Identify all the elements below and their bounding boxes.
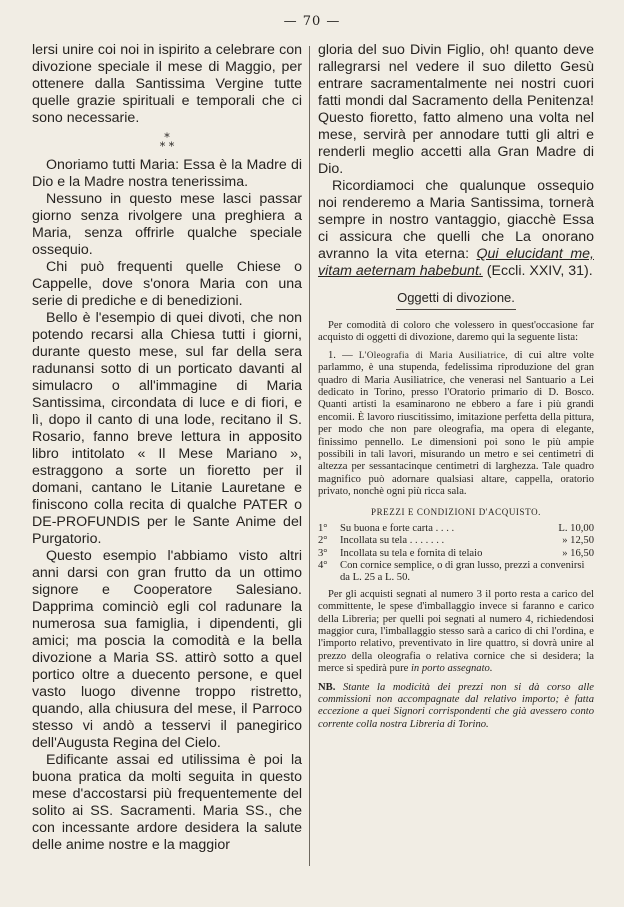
price-row bbox=[318, 523, 594, 535]
purchase-conditions: Per gli acquisti segnati al numero 3 il porto resta a carico del committente, le spese d'imballaggio invece si faranno e carico della Libreria; per quelli poi segnati al numero 4, richiedendosi maggior cura, l'imballaggio stesso sarà a carico di chi l'ordina, e l'importo relativo, preventivato in lire quattro, si dovrà unire al prezzo della oleografia o relativa cornice che si desidera; la merce si spedirà pure in porto assegnato. bbox=[318, 588, 594, 675]
left-paragraph-3: Nessuno in questo mese lasci passar giorno senza rivolgere una preghiera a Maria, senza offrirle qualche speciale ossequio. bbox=[32, 191, 302, 258]
right-paragraph-2-text: Ricordiamoci che qualunque ossequio noi renderemo a Maria Santissima, tornerà sempre in nostro vantaggio, giacchè Essa ci assicura che quelli che La onorano avranno la vita eterna: bbox=[318, 178, 594, 262]
left-paragraph-7: Edificante assai ed utilissima è poi la buona pratica da molti seguita in questo mese d'accostarsi più frequentemente del solito ai SS. Sacramenti. Maria SS., che con incessante ardore desidera la salute delle anime nostre e la maggior bbox=[32, 752, 302, 853]
price-row bbox=[318, 548, 594, 560]
left-paragraph-4: Chi può frequenti quelle Chiese o Cappelle, dove s'onora Maria con una serie di prediche e di benedizioni. bbox=[32, 259, 302, 309]
left-paragraph-5: Bello è l'esempio di quei divoti, che non potendo recarsi alla Chiesa tutti i giorni, durante questo mese, sul far della sera radunansi sotto di un porticato davanti al simulacro o all'immagine di Maria Santissima, circondata di luce e di fiori, e lì, dopo il canto di una lode, recitano il S. Rosario, fanno breve lettura in apposito libro intitolato « Il Mese Mariano », estraggono a sorte un fioretto per il domani, cantano le Litanie Lauretane e finiscono colla recita di qualche PATER o DE-PROFUNDIS per le Sante Anime del Purgatorio. bbox=[32, 310, 302, 547]
right-paragraph-1: gloria del suo Divin Figlio, oh! quanto deve rallegrarsi nel vedere il suo diletto Gesù entrare sacramentalmente nei nostri cuori fatti mondi dal Sacramento della Penitenza! Questo fioretto, fatto almeno una volta nel mese, servirà per annodare tutti gli altri e renderli meglio accetti alla Gran Madre di Dio. bbox=[318, 42, 594, 177]
left-column bbox=[32, 42, 302, 854]
left-paragraph-6: Questo esempio l'abbiamo visto altri anni darsi con gran frutto da un ottimo signore e Cooperatore Salesiano. Dapprima cominciò egli col radunare la numerosa sua famiglia, i dipendenti, gli amici; ma poscia la comodità e la bella divozione a Maria SS. attirò sotto a quel portico oltre a duecento persone, e quel vasto luogo divenne troppo ristretto, quando, alla chiusura del mese, il Parroco stesso vi andò a tesservi il panegirico dell'Augusta Regina del Cielo. bbox=[32, 548, 302, 751]
left-paragraph-2: Onoriamo tutti Maria: Essa è la Madre di Dio e la Madre nostra tenerissima. bbox=[32, 157, 302, 190]
nota-bene bbox=[318, 682, 594, 732]
column-rule bbox=[309, 46, 310, 866]
latin-quote: Qui elucidant me, vitam aeternam habebunt. bbox=[318, 246, 594, 279]
right-column bbox=[318, 42, 594, 731]
price-row-value: » 12,50 bbox=[562, 535, 594, 547]
price-row-number: 3° bbox=[318, 547, 328, 559]
nota-bene-text: Stante la modicità dei prezzi non si dà corso alle commissioni non accompagnate dal relativo importo; è fatta eccezione a quei Signori corrispondenti che già avessero conto corrente colla nostra Libreria di Torino. bbox=[318, 681, 594, 730]
right-paragraph-2 bbox=[318, 178, 594, 280]
price-row-label: Su buona e forte carta . . . . bbox=[340, 522, 455, 534]
price-row-number: 4° bbox=[318, 559, 328, 571]
heading-rule bbox=[396, 309, 516, 310]
prices-heading: PREZZI E CONDIZIONI D'ACQUISTO. bbox=[370, 506, 542, 517]
item-1 bbox=[318, 349, 594, 499]
price-row-value: L. 10,00 bbox=[558, 522, 594, 534]
section-heading: Oggetti di divozione. bbox=[397, 290, 515, 305]
left-paragraph-1: lersi unire coi noi in ispirito a celebrare con divozione speciale il mese di Maggio, per ottenere dalla Santissima Vergine tutte quelle grazie spirituali e temporali che ci sono necessarie. bbox=[32, 42, 302, 126]
price-row-label: Incollata su tela e fornita di telaio bbox=[340, 547, 483, 559]
scripture-reference: (Eccli. XXIV, 31). bbox=[486, 263, 593, 279]
asterism-separator: * * * bbox=[159, 131, 175, 153]
item-1-text: di cui altre volte parlammo, è una stupenda, fedelissima riproduzione del gran quadro di Maria Ausiliatrice, che venerasi nel Santuario a Lei dedicato in Torino, presso l'Oratorio primario di D. Bosco. Quanti artisti la esaminarono ne ebbero a fare i più grandi encomii. È lavoro riuscitissimo, imitazione perfetta della pittura, per modo che non pare oleografia, ma opera di elegante, finissimo pennello. Le dimensioni poi sono le più ampie possibili in tali lavori, misurando un metro e sei centimetri di altezza per sessantacinque centimetri di larghezza. Tale quadro magnifico può adornare qualsiasi altare, cappella, oratorio privato, nonchè ogni più ricca sala. bbox=[318, 349, 595, 498]
price-row-number: 2° bbox=[318, 535, 328, 547]
price-table bbox=[318, 523, 594, 585]
price-row bbox=[318, 560, 594, 585]
price-row-number: 1° bbox=[318, 522, 328, 534]
page-number: — 70 — bbox=[283, 14, 341, 29]
price-row-label: Incollata su tela . . . . . . . bbox=[340, 535, 445, 547]
item-1-title: L'Oleografia di Maria Ausiliatrice, bbox=[358, 349, 509, 360]
item-1-lead: 1. — bbox=[328, 349, 359, 361]
nota-bene-label: NB. bbox=[318, 681, 336, 693]
price-row-value: » 16,50 bbox=[562, 547, 594, 559]
list-intro: Per comodità di coloro che volessero in quest'occasione far acquisto di oggetti di divozione, daremo qui la seguente lista: bbox=[318, 320, 594, 344]
price-row-label: Con cornice semplice, o di gran lusso, prezzi a convenirsi da L. 25 a L. 50. bbox=[340, 559, 585, 584]
price-row bbox=[318, 535, 594, 547]
